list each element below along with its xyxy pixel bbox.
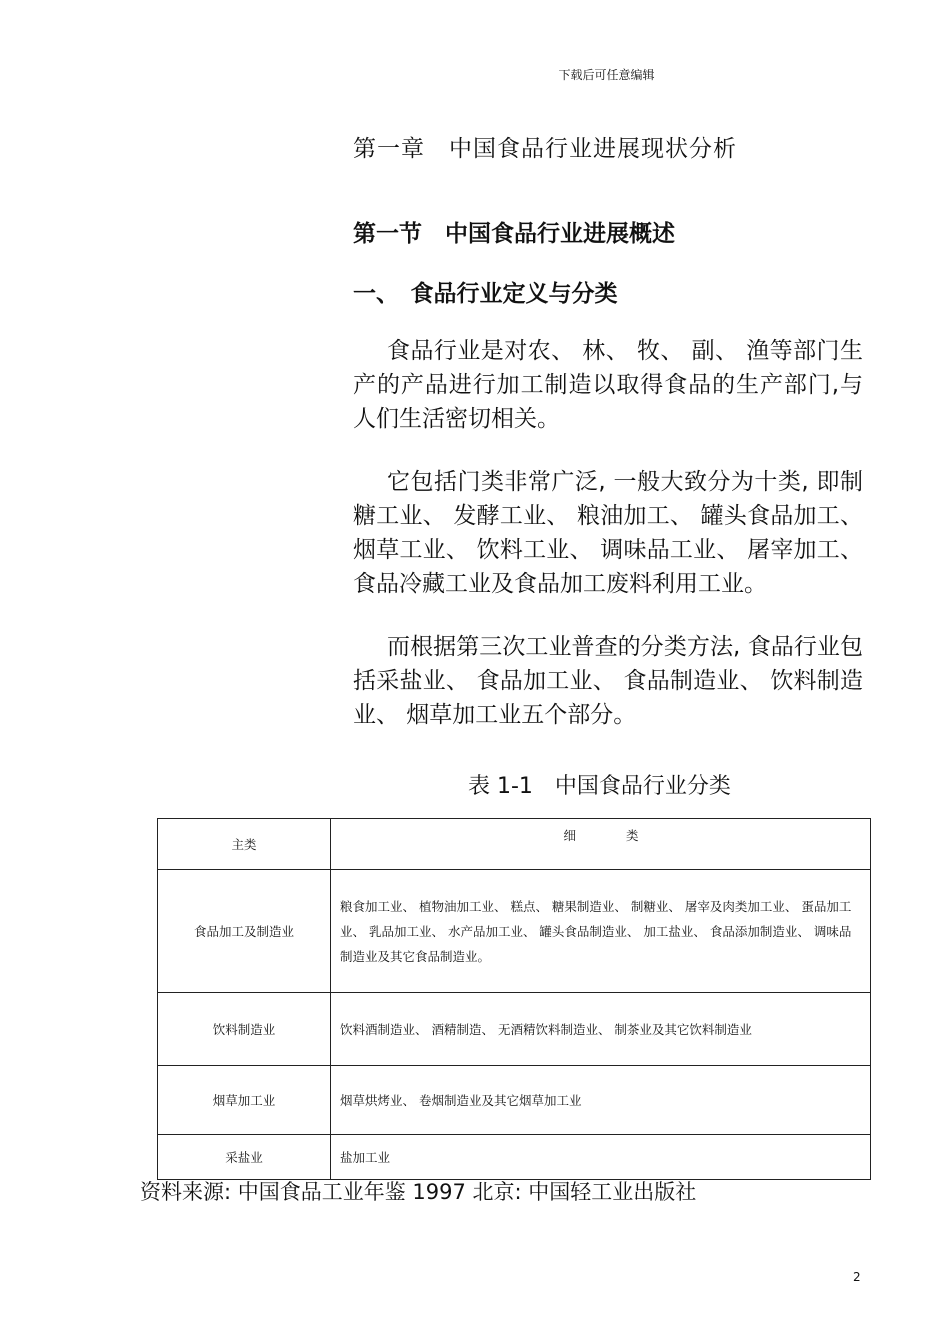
header-subcategory: 细 类 <box>331 819 871 870</box>
row-detail: 烟草烘烤业、 卷烟制造业及其它烟草加工业 <box>331 1066 871 1135</box>
row-main-category: 饮料制造业 <box>158 993 331 1066</box>
classification-table <box>157 818 871 1180</box>
table-row <box>158 1135 871 1180</box>
paragraph-definition: 食品行业是对农、 林、 牧、 副、 渔等部门生产的产品进行加工制造以取得食品的生产部门,与人们生活密切相关。 <box>353 338 863 432</box>
row-main-category: 食品加工及制造业 <box>158 870 331 993</box>
row-detail: 饮料酒制造业、 酒精制造、 无酒精饮料制造业、 制茶业及其它饮料制造业 <box>331 993 871 1066</box>
row-detail: 粮食加工业、 植物油加工业、 糕点、 糖果制造业、 制糖业、 屠宰及肉类加工业、 蛋品加工业、 乳品加工业、 水产品加工业、 罐头食品制造业、 加工盐业、 食品添加制造业、 调味品制造业及其它食品制造业。 <box>331 870 871 993</box>
paragraph-categories: 它包括门类非常广泛, 一般大致分为十类, 即制糖工业、 发酵工业、 粮油加工、 罐头食品加工、 烟草工业、 饮料工业、 调味品工业、 屠宰加工、 食品冷藏工业及食品加工废料利用工业。 <box>353 469 863 597</box>
row-main-category: 采盐业 <box>158 1135 331 1180</box>
table-header-row <box>158 819 871 870</box>
table-row <box>158 993 871 1066</box>
paragraph-census-classification: 而根据第三次工业普查的分类方法, 食品行业包括采盐业、 食品加工业、 食品制造业、 饮料制造业、 烟草加工业五个部分。 <box>353 634 863 728</box>
page-number: 2 <box>853 1270 861 1284</box>
page-header-note: 下载后可任意编辑 <box>558 68 655 82</box>
chapter-title: 第一章 中国食品行业进展现状分析 <box>353 136 737 162</box>
row-main-category: 烟草加工业 <box>158 1066 331 1135</box>
table-row <box>158 1066 871 1135</box>
header-main-category: 主类 <box>158 819 331 870</box>
table-row <box>158 870 871 993</box>
table-caption: 表 1-1 中国食品行业分类 <box>468 774 731 799</box>
subsection-title: 一、 食品行业定义与分类 <box>353 281 618 307</box>
row-detail: 盐加工业 <box>331 1135 871 1180</box>
source-note: 资料来源: 中国食品工业年鉴 1997 北京: 中国轻工业出版社 <box>140 1180 697 1204</box>
section-title: 第一节 中国食品行业进展概述 <box>353 221 675 247</box>
